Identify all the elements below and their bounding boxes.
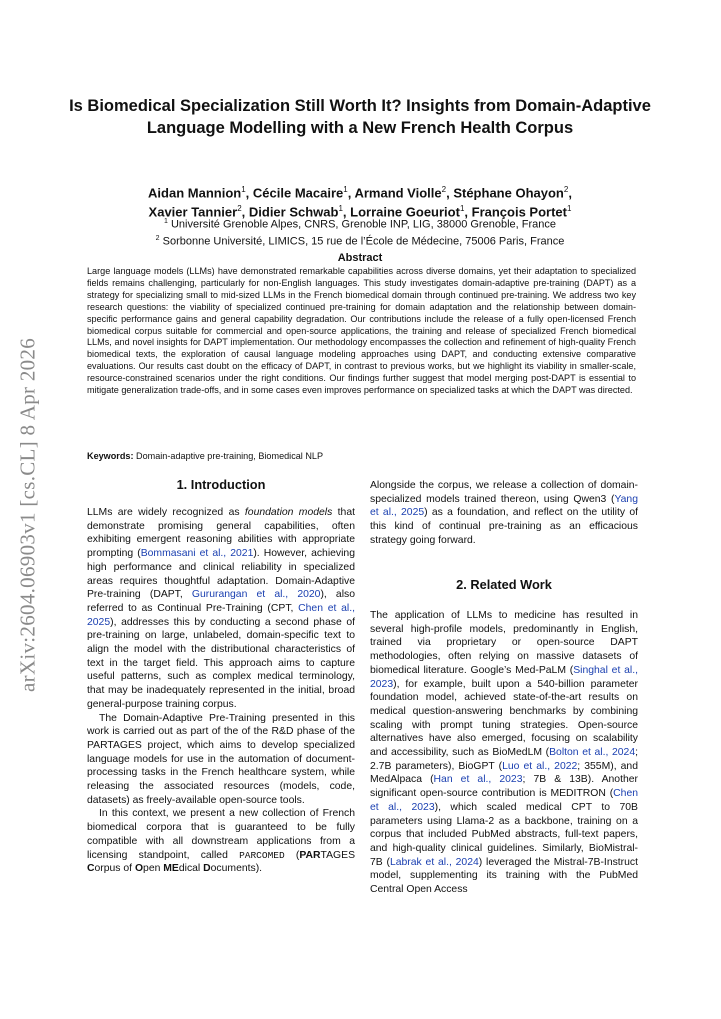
author-name: François Portet (471, 204, 567, 220)
section-heading-related-work: 2. Related Work (456, 577, 552, 592)
text-run: ) as a foundation, and reflect on the utility of this kind of continual pre-training as an efficacious strategy going forward. (370, 507, 638, 546)
author-affiliation-mark: 2 (563, 185, 569, 194)
affiliation-2 (60, 232, 660, 249)
keywords-text: Domain-adaptive pre-training, Biomedical NLP (133, 451, 324, 461)
right-column-top (370, 479, 638, 548)
author-affiliation-mark: 2 (237, 204, 242, 214)
related-paragraph-1 (370, 609, 638, 897)
author-affiliation-mark: 1 (338, 204, 343, 214)
text-run: Alongside the corpus, we release a collection of domain-specialized models trained thereon, using Qwen3 ( (370, 480, 638, 505)
author-affiliation-mark: 1 (459, 204, 465, 214)
author-name: Didier Schwab (248, 204, 339, 220)
text-run: The Domain-Adaptive Pre-Training presented in this work is carried out as part of the of the R&D phase of the PARTAGES project, which aims to develop specialized language models for use in the automation of document-processing tasks in the French healthcare system, while releasing the associated resources (models, code, datasets) as freely-available open-source tools. (87, 712, 355, 806)
text-run: that demonstrate promising general capabilities, often exhibiting emergent reasoning abilities with appropriate prompting ( (87, 507, 355, 560)
abstract-heading: Abstract (337, 252, 383, 264)
section-heading-introduction: 1. Introduction (176, 477, 266, 492)
paper-title: Is Biomedical Specialization Still Worth It? Insights from Domain-Adaptive Language Modelling with a New French Health Corpus (69, 97, 651, 137)
arxiv-identifier: arXiv:2604.06903v1 [cs.CL] 8 Apr 2026 (15, 337, 40, 693)
text-run: ) leveraged the Mistral-7B-Instruct model, supplementing its training with the PubMed Central Open Access (370, 856, 639, 896)
text-run: ). However, achieving high performance and clinical reliability in specialized areas requires thoughtful adaptation. Domain-Adaptive Pre-training (DAPT, (87, 548, 355, 601)
intro-paragraph-3 (87, 807, 355, 876)
text-run: ), also referred to as Continual Pre-Training (CPT, (87, 589, 355, 614)
text-run: ; 355M), and MedAlpaca ( (370, 760, 638, 786)
affiliation-number: 2 (155, 235, 160, 242)
text-run: ), addresses this by conducting a second phase of pre-training on large, unlabeled, domain-specific text to align the model with the distributional characteristics of text in the target field. This approach aims to capture useful patterns, such as complex medical terminology, that may be inadequately represented in the initial, broad general-purpose training corpus. (87, 616, 355, 710)
citation-link[interactable]: Yang et al., 2025 (370, 493, 638, 519)
text-run: foundation models (244, 507, 333, 518)
author-name: Aidan Mannion (148, 185, 242, 201)
citation-link[interactable]: Labrak et al., 2024 (389, 856, 479, 868)
text-run: PAR (299, 849, 321, 861)
affiliation-text: Sorbonne Université, LIMICS, 15 rue de l’École de Médecine, 75006 Paris, France (159, 235, 565, 248)
author-separator: , (347, 185, 355, 201)
affiliation-number: 1 (164, 218, 168, 225)
text-run: TAGES (320, 849, 355, 861)
arxiv-sidebar-stamp (8, 280, 48, 750)
text-run: The application of LLMs to medicine has resulted in several high-profile models, predominantly in English, trained via proprietary or open-source DAPT methodologies, often relying on massive datasets of biomedical literature. Google’s Med-PaLM ( (370, 610, 638, 676)
citation-link[interactable]: Gururangan et al., 2020 (191, 589, 321, 601)
citation-link[interactable]: Han et al., 2023 (433, 774, 523, 786)
text-run: D (203, 863, 211, 875)
intro-paragraph-2 (87, 712, 355, 808)
author-name: Cécile Macaire (252, 185, 344, 201)
author-name: Xavier Tannier (148, 204, 238, 220)
author-name: Armand Violle (354, 185, 442, 201)
keywords (87, 451, 636, 461)
citation-link[interactable]: Luo et al., 2022 (502, 760, 578, 772)
text-run: ME (163, 863, 179, 875)
citation-link[interactable]: Bolton et al., 2024 (549, 747, 636, 759)
text-run: ), for example, built upon a 540-billion parameter foundation model, achieved state-of-the-art results on medical question-answering benchmarks by combining scaling with prompt tuning strategies. Open-source alternatives have also emerged, focusing on scalability and accessibility, such as BioMedLM ( (370, 678, 638, 759)
keywords-label: Keywords: (87, 451, 134, 461)
author-separator: , (241, 204, 249, 220)
author-name: Stéphane Ohayon (453, 185, 564, 201)
abstract-body: Large language models (LLMs) have demonstrated remarkable capabilities across diverse domains, yet their adaptation to specialized fields remains challenging, particularly for non-English languages. This study investigates domain-adaptive pre-training (DAPT) as a strategy for specializing small to mid-sized LLMs in the French biomedical domain through continued pre-training. We address two key research questions: the viability of specialized continued pre-training for domain adaptation and the relationship between domain-specific performance gains and general capability degradation. Our contributions include the release of a fully open-licensed French biomedical corpus suitable for commercial and open-source applications, the training and release of specialized French biomedical LLMs, and novel insights for DAPT implementation. Our methodology encompasses the collection and refinement of high-quality French biomedical texts, the exploration of causal language modeling approaches using DAPT, and conducting extensive comparative evaluations. Our results cast doubt on the efficacy of DAPT, in contrast to previous works, but we highlight its viability in smaller-scale, resource-constrained scenarios under the right conditions. Our findings further suggest that model merging post-DAPT is essential to mitigate generalization trade-offs, and in some cases even improves performance on specialized tasks at which the DAPT was directed. (87, 266, 636, 396)
intro-paragraph-1 (87, 506, 355, 712)
text-run: C (87, 863, 95, 875)
author-affiliation-mark: 1 (241, 185, 246, 194)
author-affiliation-mark: 2 (441, 185, 447, 194)
author-name: Lorraine Goeuriot (350, 204, 460, 220)
left-column (87, 506, 355, 876)
author-separator: , (568, 185, 572, 201)
text-run: orpus of (94, 863, 135, 875)
text-run: ; 7B & 13B). Another significant open-source contribution is MEDITRON ( (370, 774, 638, 800)
text-run: dical (178, 863, 204, 875)
author-affiliation-mark: 1 (343, 185, 348, 194)
text-run: In this context, we present a new collection of French biomedical corpora that is guaranteed to be fully compatible with all downstream applications from a licensing standpoint, called (87, 808, 355, 861)
author-separator: , (464, 204, 472, 220)
author-affiliation-mark: 1 (566, 204, 572, 214)
affiliation-1 (60, 215, 660, 232)
text-run: ocuments). (210, 863, 263, 875)
intro-paragraph-4 (370, 479, 638, 548)
right-column-related (370, 609, 638, 897)
citation-link[interactable]: Bommasani et al., 2021 (140, 548, 254, 560)
text-run: ; 2.7B parameters), BioGPT ( (370, 747, 639, 772)
text-run: ( (284, 849, 300, 861)
text-run: LLMs are widely recognized as (87, 507, 245, 518)
text-run: O (134, 863, 144, 875)
author-line-1 (60, 182, 660, 201)
citation-link[interactable]: Chen et al., 2023 (370, 788, 638, 813)
citation-link[interactable]: Chen et al., 2025 (87, 602, 355, 628)
affiliation-text: Université Grenoble Alpes, CNRS, Grenoble INP, LIG, 38000 Grenoble, France (167, 218, 556, 231)
text-run: pen (143, 863, 164, 875)
author-separator: , (446, 185, 454, 201)
citation-link[interactable]: Singhal et al., 2023 (370, 664, 638, 690)
text-run: PARCOMED (239, 849, 285, 861)
author-separator: , (342, 204, 351, 220)
author-separator: , (245, 185, 253, 201)
text-run: ), which scaled medical CPT to 70B parameters using Llama-2 as a backbone, training on a corpus that included PubMed abstracts, full-text papers, and high-quality clinical guidelines. Similarly, BioMistral-7B ( (370, 801, 638, 868)
